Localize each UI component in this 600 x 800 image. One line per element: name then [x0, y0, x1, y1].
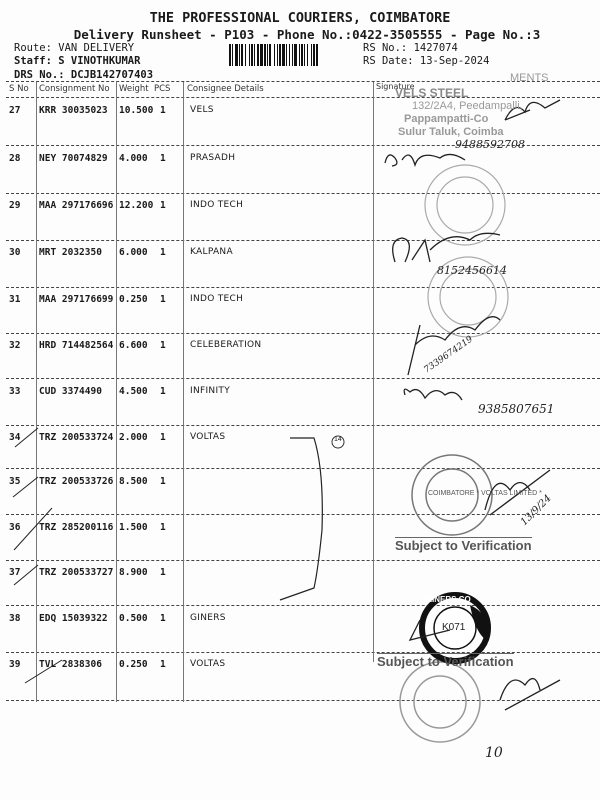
- company-title: THE PROFESSIONAL COURIERS, COIMBATORE: [149, 10, 451, 26]
- cell-consignment-no: TRZ 285200116: [39, 522, 114, 533]
- rs-date: RS Date: 13-Sep-2024: [363, 55, 490, 67]
- cell-consignee: CELEBERATION: [190, 340, 262, 350]
- cell-consignee: GINERS: [190, 613, 226, 623]
- vels-stamp-line3: Pappampatti-Co: [404, 113, 489, 125]
- cell-sno: 27: [9, 105, 21, 116]
- cell-sno: 36: [9, 522, 21, 533]
- cell-consignee: INDO TECH: [190, 200, 244, 210]
- page-total-mark: 10: [485, 745, 503, 761]
- cell-consignment-no: NEY 70074829: [39, 153, 108, 164]
- vels-stamp-line1: VELS STEEL: [395, 86, 469, 100]
- cell-pcs: 1: [160, 432, 166, 443]
- cell-pcs: 1: [160, 522, 166, 533]
- cell-consignment-no: EDQ 15039322: [39, 613, 108, 624]
- cell-weight: 12.200: [119, 200, 154, 211]
- cell-weight: 2.000: [119, 432, 148, 443]
- cell-weight: 0.250: [119, 659, 148, 670]
- cell-sno: 29: [9, 200, 21, 211]
- drs-number: DRS No.: DCJB142707403: [14, 69, 154, 81]
- cell-consignee: KALPANA: [190, 247, 233, 257]
- cell-sno: 39: [9, 659, 21, 670]
- giners-inner-text: K071: [442, 622, 466, 633]
- cell-sno: 32: [9, 340, 21, 351]
- handwritten-phone: 9385807651: [478, 402, 555, 416]
- cell-weight: 4.500: [119, 386, 148, 397]
- cell-pcs: 1: [160, 153, 166, 164]
- handwritten-date: 13/9/24: [518, 492, 554, 529]
- cell-sno: 28: [9, 153, 21, 164]
- cell-pcs: 1: [160, 567, 166, 578]
- cell-sno: 31: [9, 294, 21, 305]
- vels-stamp-line5: MENTS: [510, 72, 549, 84]
- cell-consignment-no: TRZ 200533726: [39, 476, 114, 487]
- header-signature: Signature: [376, 82, 415, 91]
- cell-weight: 0.250: [119, 294, 148, 305]
- handwritten-phone: 7339674219: [422, 334, 475, 376]
- header-sno: S No: [9, 84, 29, 94]
- cell-pcs: 1: [160, 247, 166, 258]
- cell-pcs: 1: [160, 613, 166, 624]
- cell-consignment-no: KRR 30035023: [39, 105, 108, 116]
- cell-consignment-no: MAA 297176699: [39, 294, 114, 305]
- header-consignment-no: Consignment No: [39, 84, 110, 94]
- voltas-ring-text: COIMBATORE * VOLTAS LIMITED *: [428, 490, 542, 497]
- cell-consignee: VOLTAS: [190, 432, 226, 442]
- cell-consignee: INDO TECH: [190, 294, 244, 304]
- cell-weight: 4.000: [119, 153, 148, 164]
- count-mark: 14: [334, 436, 342, 443]
- header-consignee-details: Consignee Details: [187, 84, 264, 94]
- cell-consignee: VOLTAS: [190, 659, 226, 669]
- cell-consignment-no: MRT 2032350: [39, 247, 102, 258]
- header-pcs: PCS: [154, 84, 171, 94]
- cell-weight: 6.000: [119, 247, 148, 258]
- cell-sno: 37: [9, 567, 21, 578]
- cell-weight: 6.600: [119, 340, 148, 351]
- cell-pcs: 1: [160, 659, 166, 670]
- voltas-stamp: [400, 662, 480, 742]
- cell-pcs: 1: [160, 386, 166, 397]
- rs-number: RS No.: 1427074: [363, 42, 458, 54]
- header-weight: Weight: [119, 84, 149, 94]
- cell-pcs: 1: [160, 476, 166, 487]
- runsheet-line: Delivery Runsheet - P103 - Phone No.:0422-3505555 - Page No.:3: [73, 27, 541, 42]
- cell-consignment-no: TRZ 200533724: [39, 432, 114, 443]
- cell-consignment-no: TRZ 200533727: [39, 567, 114, 578]
- cell-pcs: 1: [160, 340, 166, 351]
- cell-consignment-no: HRD 714482564: [39, 340, 114, 351]
- round-stamp: [425, 165, 508, 337]
- cell-weight: 8.900: [119, 567, 148, 578]
- bracket-mark: [280, 438, 322, 600]
- cell-sno: 35: [9, 476, 21, 487]
- cell-sno: 30: [9, 247, 21, 258]
- cell-pcs: 1: [160, 200, 166, 211]
- cell-consignee: PRASADH: [190, 153, 236, 163]
- cell-weight: 0.500: [119, 613, 148, 624]
- cell-weight: 10.500: [119, 105, 154, 116]
- cell-weight: 1.500: [119, 522, 148, 533]
- cell-consignee: VELS: [190, 105, 214, 115]
- staff-label: Staff: S VINOTHKUMAR: [14, 55, 141, 67]
- handwritten-phone: 9488592708: [455, 138, 525, 151]
- subject-to-verification: Subject to Verification: [377, 654, 514, 669]
- subject-to-verification: Subject to Verification: [395, 538, 532, 553]
- cell-sno: 38: [9, 613, 21, 624]
- cell-consignment-no: CUD 3374490: [39, 386, 102, 397]
- cell-pcs: 1: [160, 294, 166, 305]
- cell-weight: 8.500: [119, 476, 148, 487]
- vels-stamp-line2: 132/2A4, Peedampalli,: [412, 100, 523, 112]
- cell-sno: 34: [9, 432, 21, 443]
- cell-pcs: 1: [160, 105, 166, 116]
- cell-consignee: INFINITY: [190, 386, 230, 396]
- vels-stamp-line4: Sulur Taluk, Coimba: [398, 126, 504, 138]
- route-label: Route: VAN DELIVERY: [14, 42, 135, 54]
- cell-consignment-no: MAA 297176696: [39, 200, 114, 211]
- giners-ring-text: GAINERS CO: [420, 595, 471, 604]
- cell-sno: 33: [9, 386, 21, 397]
- check-marks: [13, 428, 62, 683]
- handwritten-phone: 8152456614: [437, 264, 507, 277]
- cell-consignment-no: TVL 2838306: [39, 659, 102, 670]
